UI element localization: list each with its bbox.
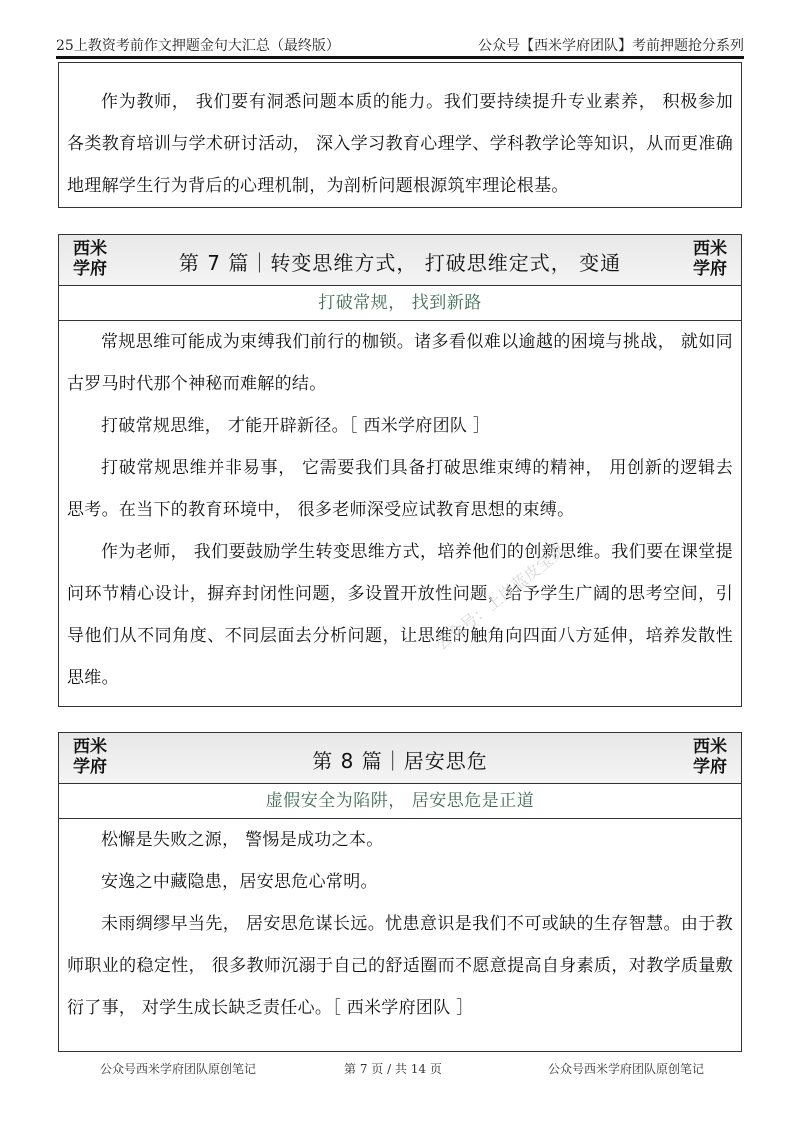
section-8-title: 第 8 篇｜居安思危 [312, 749, 488, 773]
header-series-title: 公众号【西米学府团队】考前押题抢分系列 [478, 38, 744, 54]
continuation-box [58, 62, 742, 208]
page-footer [56, 1060, 744, 1078]
footer-page-number: 第 7 页 / 共 14 页 [344, 1062, 442, 1076]
watermark: 公众号：上岸蓝皮宝典 [431, 540, 570, 655]
continuation-paragraph: 作为教师， 我们要有洞悉问题本质的能力。我们要持续提升专业素养， 积极参加各类教育培训与学术研讨活动， 深入学习教育心理学、学科教学论等知识，从而更准确地理解学生行为背后的心理机制，为剖析问题根源筑牢理论根基。 [67, 92, 733, 196]
section-8-paragraph: 安逸之中藏隐患，居安思危心常明。 [101, 872, 378, 892]
section-8-subtitle: 虚假安全为陷阱， 居安思危是正道 [59, 784, 741, 819]
logo-right [685, 239, 735, 279]
footer-left: 公众号西米学府团队原创笔记 [100, 1062, 257, 1076]
section-8-box [58, 732, 742, 1052]
section-8-header [59, 733, 741, 784]
section-7-box [58, 234, 742, 707]
logo-line1: 西米 [693, 239, 727, 259]
section-7-subtitle: 打破常规， 找到新路 [59, 286, 741, 321]
section-7-paragraph: 常规思维可能成为束缚我们前行的枷锁。诸多看似难以逾越的困境与挑战， 就如同古罗马时代那个神秘而难解的结。 [67, 332, 733, 394]
section-7-paragraph: 作为老师， 我们要鼓励学生转变思维方式，培养他们的创新思维。我们要在课堂提问环节精心设计，摒弃封闭性问题，多设置开放性问题，给予学生广阔的思考空间，引导他们从不同角度、不同层面去分析问题，让思维的触角向四面八方延伸，培养发散性思维。 [67, 542, 733, 688]
logo-line1: 西米 [73, 239, 107, 259]
section-8-paragraph: 未雨绸缪早当先， 居安思危谋长远。忧患意识是我们不可或缺的生存智慧。由于教师职业的稳定性， 很多教师沉溺于自己的舒适圈而不愿意提高自身素质，对教学质量敷衍了事， 对学生成长缺乏责任心。［ 西米学府团队 ］ [67, 914, 733, 1018]
header-document-title: 25上教资考前作文押题金句大汇总（最终版） [56, 38, 340, 54]
logo-line2: 学府 [693, 259, 727, 279]
footer-right: 公众号西米学府团队原创笔记 [547, 1062, 704, 1076]
logo-line2: 学府 [73, 757, 107, 777]
section-8-body [59, 819, 741, 1029]
logo-line1: 西米 [73, 737, 107, 757]
logo-line1: 西米 [693, 737, 727, 757]
section-7-paragraph: 打破常规思维， 才能开辟新径。［ 西米学府团队 ］ [101, 416, 491, 436]
logo-line2: 学府 [73, 259, 107, 279]
section-7-paragraph: 打破常规思维并非易事， 它需要我们具备打破思维束缚的精神， 用创新的逻辑去思考。在当下的教育环境中， 很多老师深受应试教育思想的束缚。 [67, 458, 733, 520]
logo-right [685, 737, 735, 777]
section-8-paragraph: 松懈是失败之源， 警惕是成功之本。 [101, 830, 384, 850]
section-7-body [59, 321, 741, 699]
section-7-header [59, 235, 741, 286]
section-7-title: 第 7 篇｜转变思维方式， 打破思维定式， 变通 [178, 251, 622, 275]
logo-line2: 学府 [693, 757, 727, 777]
page-header [56, 30, 744, 59]
